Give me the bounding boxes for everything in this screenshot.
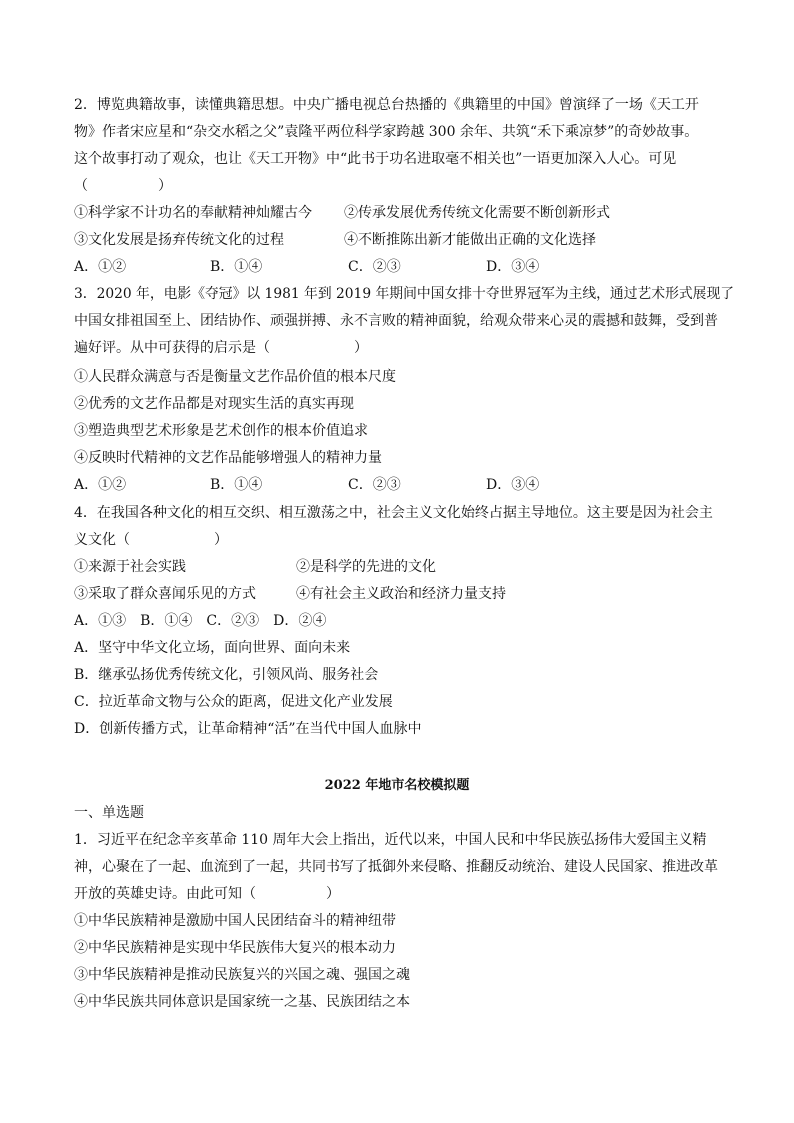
q4-extra-option-c: C．拉近革命文物与公众的距离，促进文化产业发展 — [74, 694, 393, 710]
q2-item-2: ②传承发展优秀传统文化需要不断创新形式 — [344, 205, 610, 221]
q3-option-b: B．①④ — [210, 477, 263, 493]
q4-options: A．①③ B．①④ C．②③ D．②④ — [74, 613, 327, 629]
q2-item-1: ①科学家不计功名的奉献精神灿耀古今 — [74, 205, 312, 221]
q2-stem-line-2: 物》作者宋应星和“杂交水稻之父”袁隆平两位科学家跨越 300 余年、共筑“禾下乘凉梦”的奇妙故事。 — [74, 124, 699, 140]
q1-stem-line-3: 开放的英雄史诗。由此可知（ ） — [74, 886, 340, 902]
q4-extra-option-a: A．坚守中华文化立场，面向世界、面向未来 — [74, 640, 351, 656]
q2-item-3: ③文化发展是扬弃传统文化的过程 — [74, 232, 284, 248]
q3-item-2: ②优秀的文艺作品都是对现实生活的真实再现 — [74, 396, 354, 412]
q1-item-2: ②中华民族精神是实现中华民族伟大复兴的根本动力 — [74, 940, 396, 956]
q1-stem-line-2: 神，心聚在了一起、血流到了一起，共同书写了抵御外来侵略、推翻反动统治、建设人民国家、推进改革 — [74, 859, 718, 875]
q3-stem-line-1: 3．2020 年，电影《夺冠》以 1981 年到 2019 年期间中国女排十夺世界冠军为主线，通过艺术形式展现了 — [74, 286, 735, 302]
q3-option-d: D．③④ — [486, 477, 540, 493]
q1-item-4: ④中华民族共同体意识是国家统一之基、民族团结之本 — [74, 994, 410, 1010]
q3-stem-line-3: 遍好评。从中可获得的启示是（ ） — [74, 340, 368, 356]
q3-item-4: ④反映时代精神的文艺作品能够增强人的精神力量 — [74, 450, 382, 466]
q3-option-c: C．②③ — [348, 477, 401, 493]
q4-item-4: ④有社会主义政治和经济力量支持 — [296, 586, 506, 602]
q2-item-4: ④不断推陈出新才能做出正确的文化选择 — [344, 232, 596, 248]
section-heading: 一、单选题 — [74, 805, 144, 821]
q3-option-a: A．①② — [74, 477, 127, 493]
q2-stem-line-1: 2．博览典籍故事，读懂典籍思想。中央广播电视总台热播的《典籍里的中国》曾演绎了一场《天工开 — [74, 97, 699, 113]
q1-item-3: ③中华民族精神是推动民族复兴的兴国之魂、强国之魂 — [74, 967, 410, 983]
q2-answer-blank: （ ） — [74, 178, 172, 194]
q2-option-d: D．③④ — [486, 259, 540, 275]
q3-stem-line-2: 中国女排祖国至上、团结协作、顽强拼搏、永不言败的精神面貌，给观众带来心灵的震撼和鼓舞，受到普 — [74, 313, 718, 329]
q2-option-a: A．①② — [74, 259, 127, 275]
q4-extra-option-d: D．创新传播方式，让革命精神“活”在当代中国人血脉中 — [74, 721, 422, 737]
q4-extra-option-b: B．继承弘扬优秀传统文化，引领风尚、服务社会 — [74, 667, 379, 683]
q3-item-3: ③塑造典型艺术形象是艺术创作的根本价值追求 — [74, 423, 368, 439]
q2-stem-line-3: 这个故事打动了观众，也让《天工开物》中“此书于功名进取毫不相关也”一语更加深入人心。可见 — [74, 151, 677, 167]
q1-item-1: ①中华民族精神是激励中国人民团结奋斗的精神纽带 — [74, 913, 396, 929]
q4-item-2: ②是科学的先进的文化 — [296, 559, 436, 575]
q3-item-1: ①人民群众满意与否是衡量文艺作品价值的根本尺度 — [74, 369, 396, 385]
q2-option-b: B．①④ — [210, 259, 263, 275]
q1-stem-line-1: 1．习近平在纪念辛亥革命 110 周年大会上指出，近代以来，中国人民和中华民族弘扬伟大爱国主义精 — [74, 832, 707, 848]
section-title: 2022 年地市名校模拟题 — [324, 778, 470, 793]
q4-item-1: ①来源于社会实践 — [74, 559, 186, 575]
q4-stem-line-2: 义文化（ ） — [74, 532, 228, 548]
q4-item-3: ③采取了群众喜闻乐见的方式 — [74, 586, 256, 602]
q4-stem-line-1: 4．在我国各种文化的相互交织、相互激荡之中，社会主义文化始终占据主导地位。这主要是因为社会主 — [74, 505, 713, 521]
q2-option-c: C．②③ — [348, 259, 401, 275]
